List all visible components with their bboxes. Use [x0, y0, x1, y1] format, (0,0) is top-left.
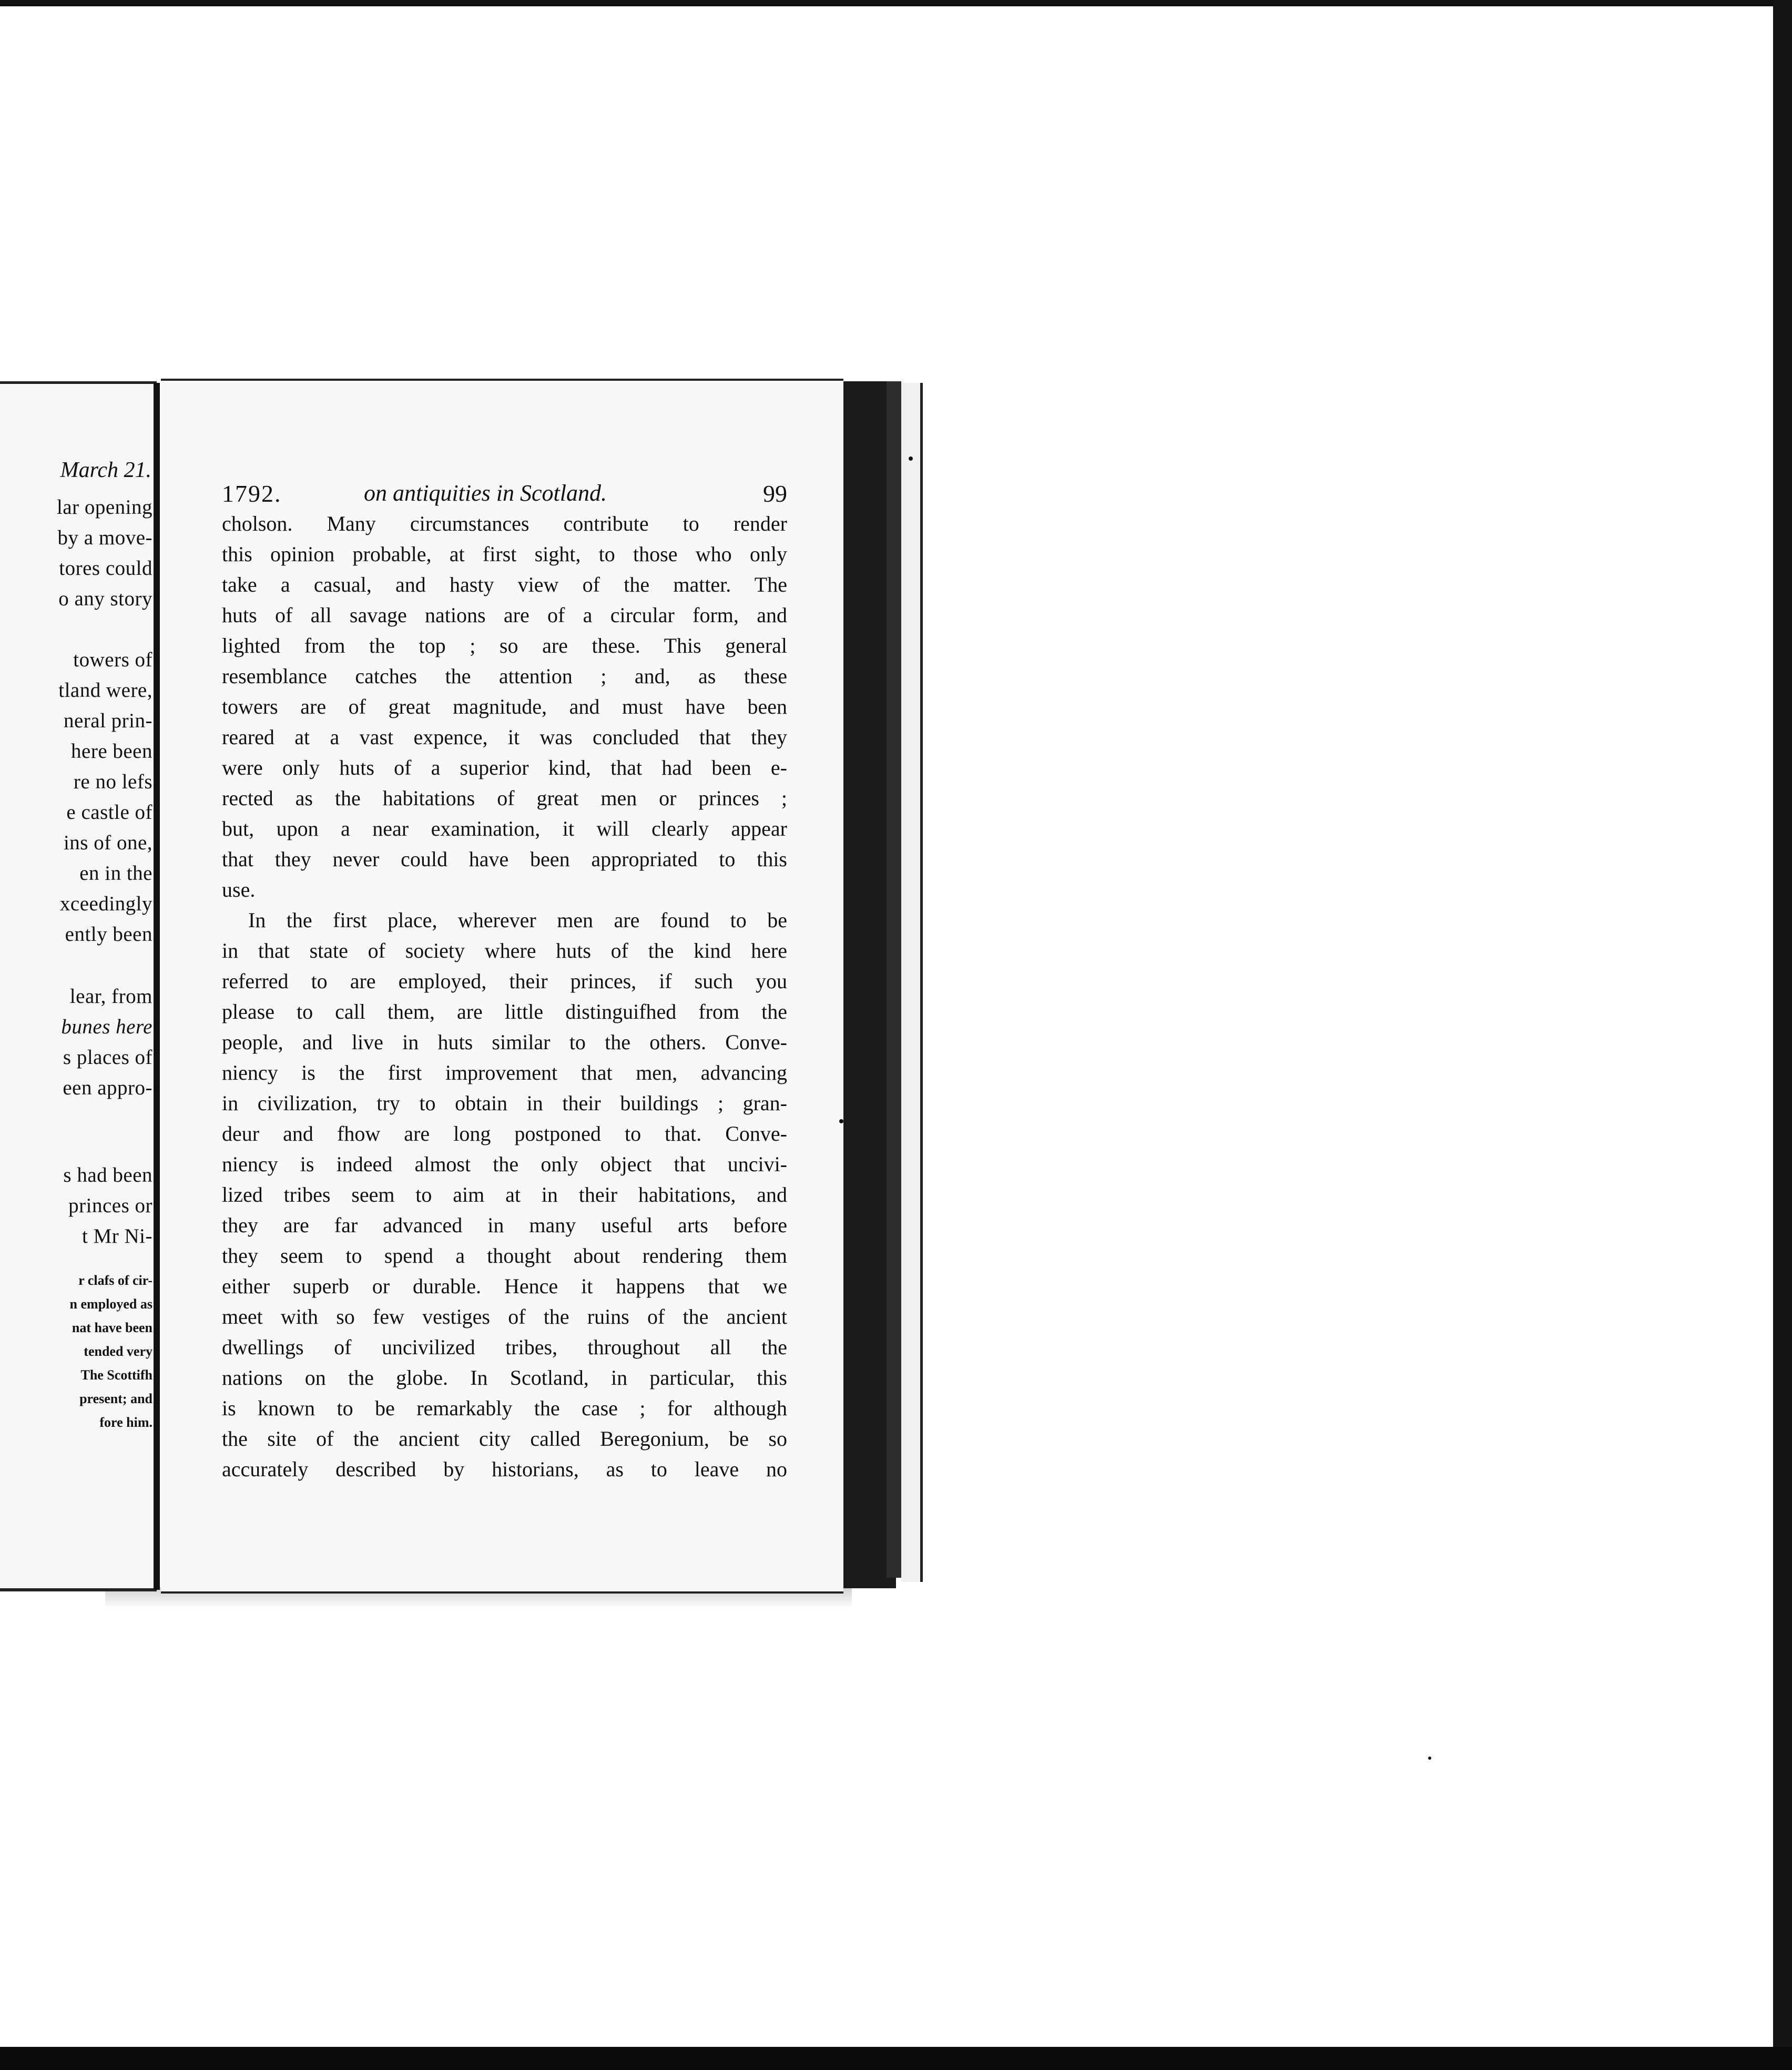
body-line: huts of all savage nations are of a circular form, and: [222, 603, 787, 627]
scan-speck: [839, 1119, 843, 1123]
left-text-line: en in the: [79, 862, 152, 885]
left-text-line: re no lefs: [73, 770, 152, 793]
scan-border-right: [1773, 0, 1792, 2070]
book-fore-edge-pages: [901, 383, 923, 1582]
left-text-line: ently been: [65, 923, 152, 946]
left-footnote-line: fore him.: [99, 1415, 152, 1430]
left-text-line: by a move-: [57, 526, 152, 549]
left-footnote-line: tended very: [84, 1344, 152, 1359]
body-line: lized tribes seem to aim at in their habitations, and: [222, 1183, 787, 1206]
body-line: lighted from the top ; so are these. This general: [222, 634, 787, 657]
body-line: In the first place, wherever men are found to be: [248, 908, 787, 932]
left-running-head: March 21.: [60, 458, 151, 482]
page-number: 99: [763, 480, 787, 507]
left-text-line: lar opening: [56, 496, 152, 519]
body-line: either superb or durable. Hence it happens that we: [222, 1274, 787, 1298]
body-line: take a casual, and hasty view of the matter. The: [222, 573, 787, 596]
body-line: nations on the globe. In Scotland, in particular, this: [222, 1366, 787, 1389]
left-text-line: tores could: [59, 557, 152, 580]
body-line: in civilization, try to obtain in their buildings ; gran-: [222, 1091, 787, 1115]
body-line: deur and fhow are long postponed to that. Conve-: [222, 1122, 787, 1145]
body-line: niency is the first improvement that men, advancing: [222, 1061, 787, 1084]
scan-border-bottom: [0, 2047, 1792, 2070]
running-head-year: 1792.: [222, 480, 282, 507]
scan-speck: [909, 456, 913, 461]
body-line: dwellings of uncivilized tribes, throughout all the: [222, 1335, 787, 1359]
left-text-line: t Mr Ni-: [82, 1225, 152, 1247]
left-text-line: xceedingly: [59, 892, 152, 915]
body-line: meet with so few vestiges of the ruins of the ancient: [222, 1305, 787, 1328]
body-line: accurately described by historians, as to leave no: [222, 1457, 787, 1481]
scan-border-top: [0, 0, 1792, 6]
left-text-line: s places of: [63, 1046, 152, 1069]
body-line: please to call them, are little distinguifhed from the: [222, 1000, 787, 1023]
left-text-line: lear, from: [69, 985, 152, 1008]
left-text-line: here been: [71, 740, 152, 763]
left-footnote-line: The Scottifh: [80, 1367, 152, 1383]
body-line: use.: [222, 878, 256, 901]
left-text-line: neral prin-: [63, 709, 152, 732]
left-text-line: princes or: [68, 1194, 152, 1217]
body-line: cholson. Many circumstances contribute to render: [222, 512, 787, 535]
body-line: is known to be remarkably the case ; for although: [222, 1396, 787, 1420]
body-line: they seem to spend a thought about rendering them: [222, 1244, 787, 1267]
running-head-title: on antiquities in Scotland.: [364, 480, 607, 506]
book-fore-edge-band: [887, 381, 901, 1578]
book-gutter: [154, 383, 160, 1590]
left-footnote-line: nat have been: [72, 1320, 152, 1335]
body-line: niency is indeed almost the only object that uncivi-: [222, 1152, 787, 1176]
left-page: [0, 381, 157, 1591]
left-text-line: tland were,: [58, 679, 152, 702]
left-text-line: towers of: [73, 648, 152, 671]
left-footnote-line: present; and: [79, 1391, 152, 1406]
body-line: but, upon a near examination, it will clearly appear: [222, 817, 787, 840]
body-line: this opinion probable, at first sight, to those who only: [222, 542, 787, 566]
scan-speck: [1428, 1757, 1431, 1760]
left-footnote-line: r clafs of cir-: [78, 1273, 152, 1288]
left-text-line: e castle of: [66, 801, 152, 824]
left-text-line: ins of one,: [63, 831, 152, 854]
left-text-line: o any story: [58, 587, 152, 610]
left-footnote-line: n employed as: [69, 1296, 152, 1312]
left-text-line: bunes here: [61, 1016, 152, 1038]
body-line: resemblance catches the attention ; and, as these: [222, 664, 787, 688]
running-head: [222, 480, 787, 511]
body-line: rected as the habitations of great men or princes ;: [222, 786, 787, 810]
body-line: the site of the ancient city called Beregonium, be so: [222, 1427, 787, 1450]
body-line: reared at a vast expence, it was concluded that they: [222, 725, 787, 749]
body-line: were only huts of a superior kind, that had been e-: [222, 756, 787, 779]
right-page: [161, 379, 843, 1594]
left-text-line: een appro-: [63, 1077, 152, 1099]
body-line: referred to are employed, their princes, if such you: [222, 969, 787, 993]
body-line: people, and live in huts similar to the others. Conve-: [222, 1030, 787, 1054]
left-text-line: s had been: [63, 1164, 152, 1186]
body-line: towers are of great magnitude, and must have been: [222, 695, 787, 718]
body-line: that they never could have been appropriated to this: [222, 847, 787, 871]
body-line: in that state of society where huts of the kind here: [222, 939, 787, 962]
body-line: they are far advanced in many useful arts before: [222, 1213, 787, 1237]
